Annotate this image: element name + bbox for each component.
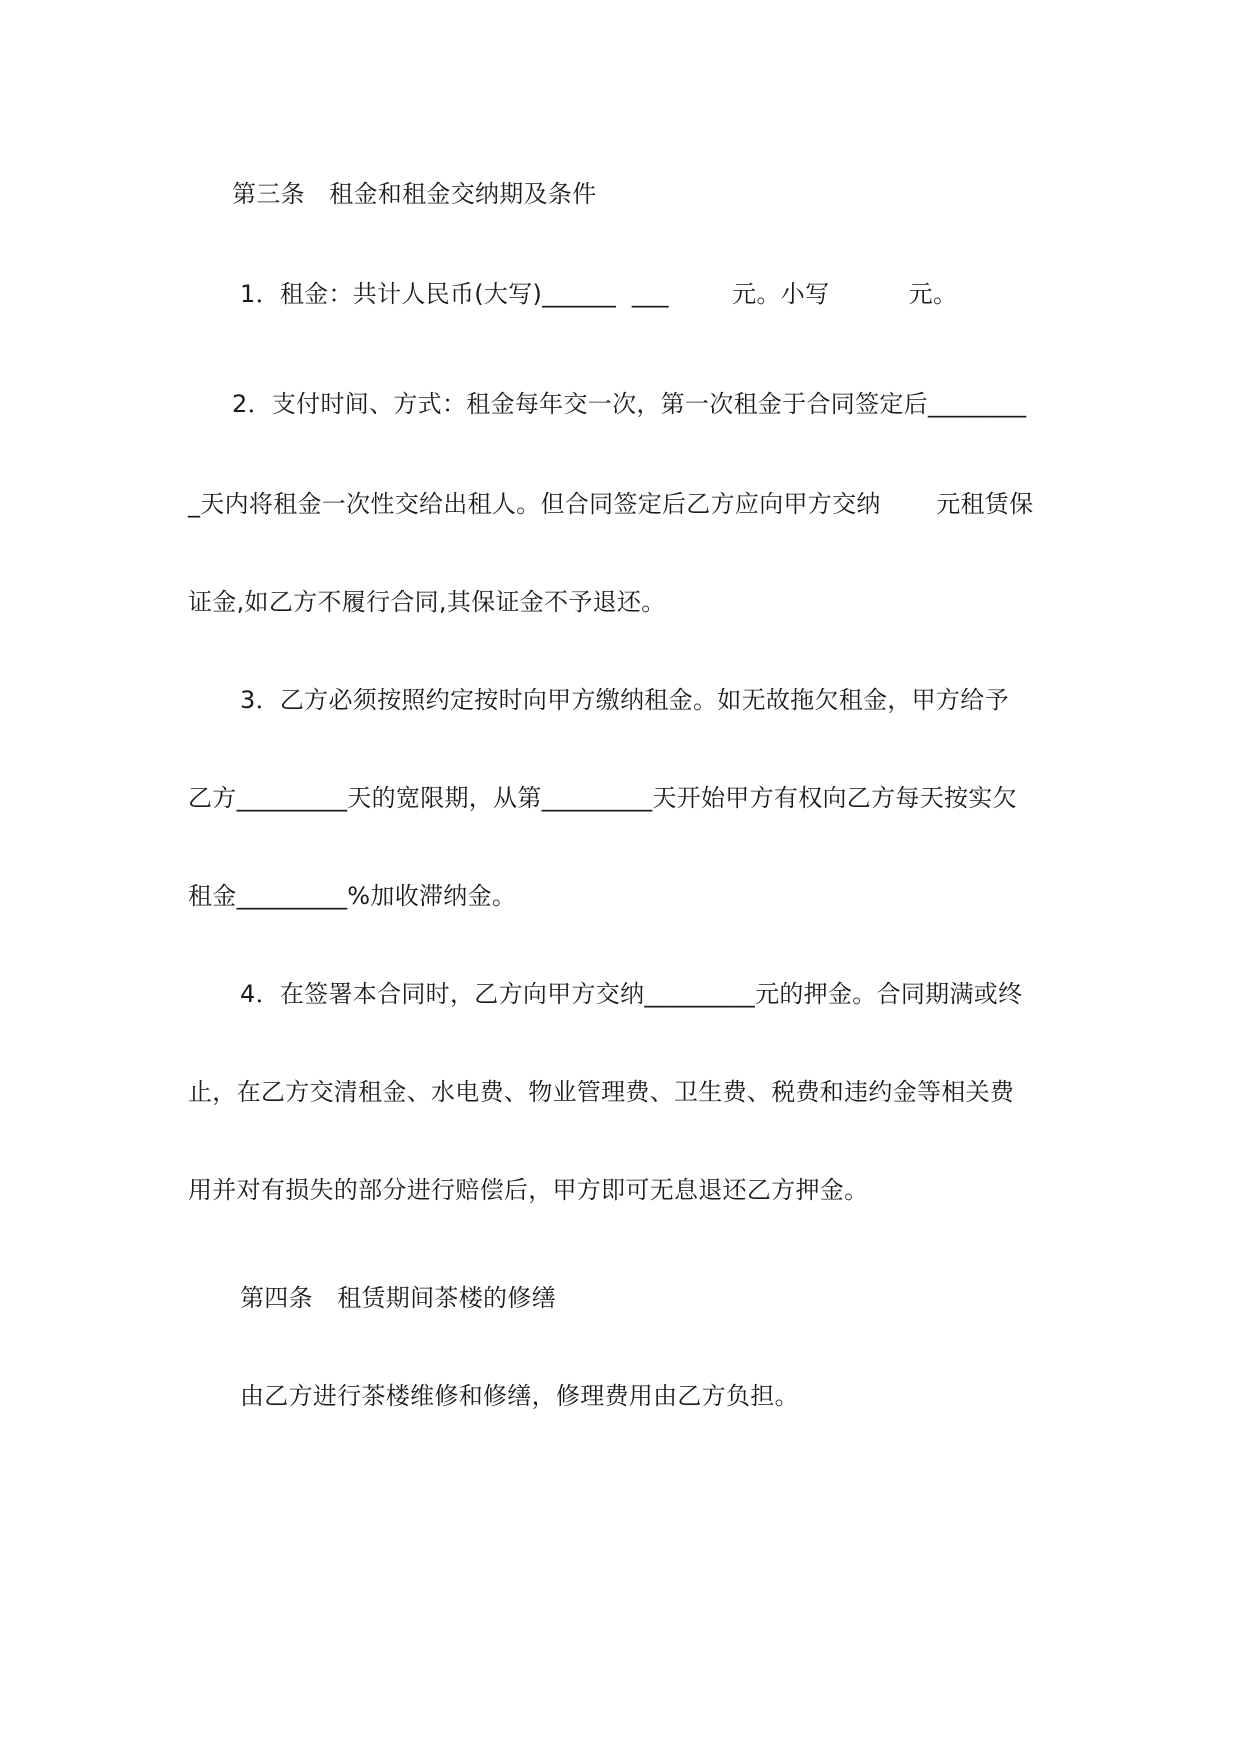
clause-3-2-payment-line-2: _天内将租金一次性交给出租人。但合同签定后乙方应向甲方交纳 元租赁保 xyxy=(188,490,1034,518)
clause-3-3-late-line-2: 乙方_________天的宽限期，从第_________天开始甲方有权向乙方每天按实欠 xyxy=(188,784,1017,812)
clause-3-2-payment-line-1: 2．支付时间、方式：租金每年交一次，第一次租金于合同签定后________ xyxy=(232,390,1027,418)
clause-3-4-deposit-line-1: 4．在签署本合同时，乙方向甲方交纳_________元的押金。合同期满或终 xyxy=(240,980,1023,1008)
article-4-heading: 第四条 租赁期间茶楼的修缮 xyxy=(240,1284,556,1312)
clause-3-1-rent-amount: 1．租金：共计人民币(大写)______ ___ 元。小写 元。 xyxy=(240,280,958,308)
clause-3-3-late-line-1: 3．乙方必须按照约定按时向甲方缴纳租金。如无故拖欠租金，甲方给予 xyxy=(240,686,1009,714)
clause-3-4-deposit-line-3: 用并对有损失的部分进行赔偿后，甲方即可无息退还乙方押金。 xyxy=(188,1176,869,1204)
clause-3-3-late-line-3: 租金_________%加收滞纳金。 xyxy=(188,882,517,910)
clause-3-4-deposit-line-2: 止，在乙方交清租金、水电费、物业管理费、卫生费、税费和违约金等相关费 xyxy=(188,1078,1015,1106)
article-4-body: 由乙方进行茶楼维修和修缮，修理费用由乙方负担。 xyxy=(240,1382,799,1410)
article-3-heading: 第三条 租金和租金交纳期及条件 xyxy=(232,180,597,208)
clause-3-2-payment-line-3: 证金,如乙方不履行合同,其保证金不予退还。 xyxy=(188,588,666,616)
